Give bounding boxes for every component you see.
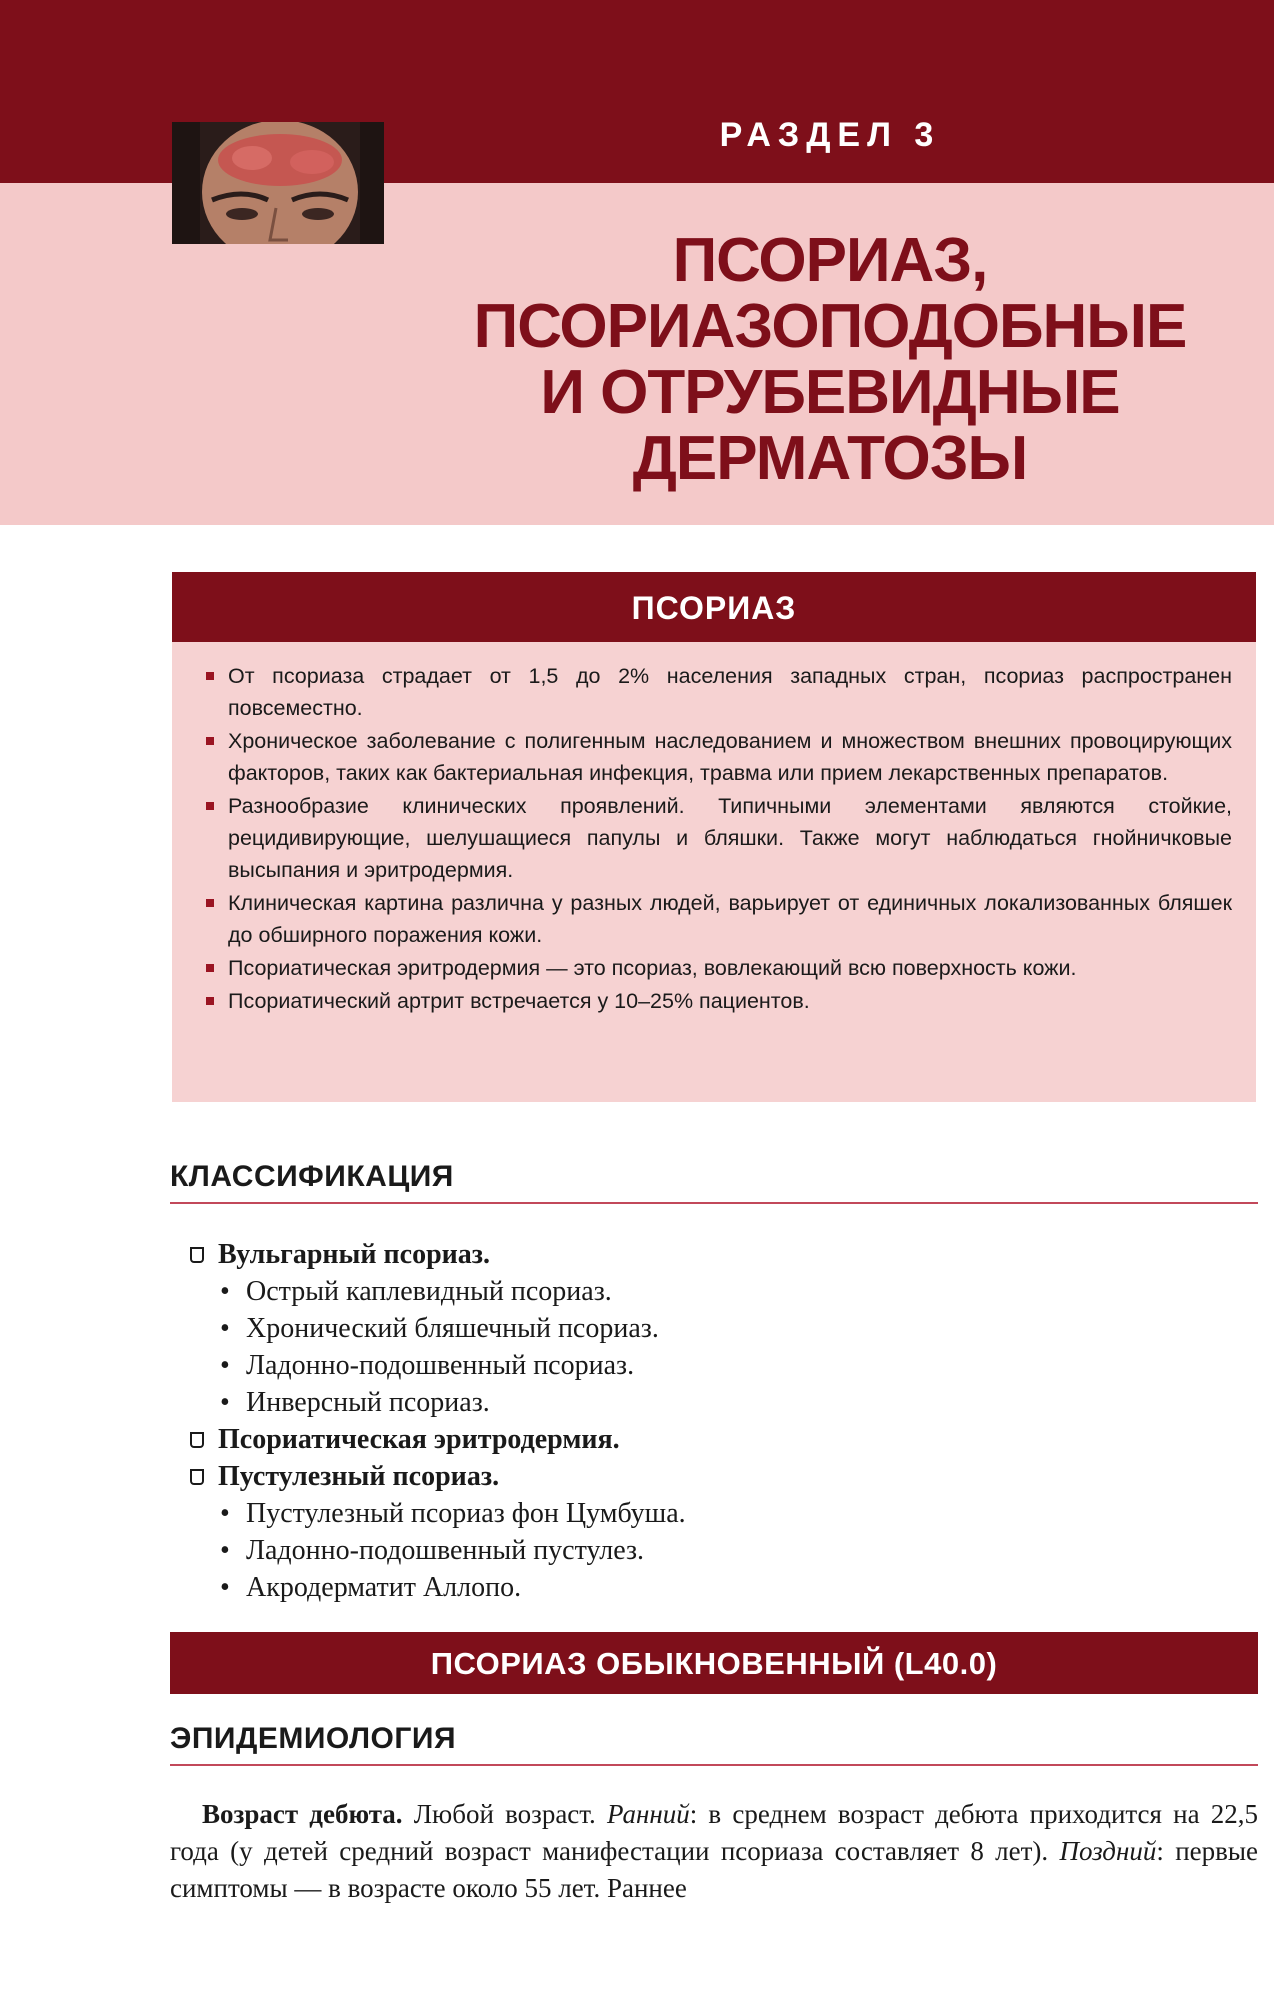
classification-subitem-text: Ладонно-подошвенный пустулез. (246, 1535, 645, 1566)
summary-item-text: От псориаза страдает от 1,5 до 2% населения западных стран, псориаз распространен повсеместно. (228, 664, 1232, 720)
late-label: Поздний (1059, 1836, 1157, 1866)
summary-box (172, 572, 1256, 1102)
epi-text-early: : в среднем возраст дебюта приходится на 22,5 года (у детей средний возраст манифестации псориаза составляет 8 лет). (170, 1799, 1258, 1866)
bullet-icon (206, 964, 214, 972)
classification-subitem-text: Ладонно-подошвенный псориаз. (246, 1350, 635, 1381)
bullet-icon (206, 899, 214, 907)
bullet-icon (206, 997, 214, 1005)
patient-photo (172, 122, 384, 244)
bullet-icon (206, 802, 214, 810)
classification-subitem (190, 1347, 1190, 1384)
bullet-icon: • (220, 1313, 230, 1344)
summary-item (206, 790, 1232, 886)
epidemiology-heading: ЭПИДЕМИОЛОГИЯ (170, 1722, 1258, 1766)
bullet-icon: • (220, 1350, 230, 1381)
early-label: Ранний (606, 1799, 690, 1829)
classification-group (190, 1458, 1190, 1495)
summary-item-text: Клиническая картина различна у разных людей, варьирует от единичных локализованных бляшек до обширного поражения кожи. (228, 891, 1232, 947)
summary-item (206, 725, 1232, 789)
onset-label: Возраст дебюта. (202, 1799, 403, 1829)
epi-text-any: Любой возраст. (402, 1799, 607, 1829)
summary-item-text: Хроническое заболевание с полигенным наследованием и множеством внешних провоцирующих факторов, таких как бактериальная инфекция, травма или прием лекарственных препаратов. (228, 729, 1232, 785)
bullet-icon: • (220, 1276, 230, 1307)
classification-group-title: Псориатическая эритродермия. (218, 1424, 620, 1455)
epidemiology-paragraph (170, 1796, 1258, 1907)
chapter-title-line: ПСОРИАЗ, (672, 226, 988, 295)
summary-item-text: Разнообразие клинических проявлений. Типичными элементами являются стойкие, рецидивирующие, шелушащиеся папулы и бляшки. Также могут наблюдаться гнойничковые высыпания и эритродермия. (228, 794, 1232, 882)
classification-subitem-text: Острый каплевидный псориаз. (246, 1276, 612, 1307)
classification-group (190, 1236, 1190, 1273)
checkbox-icon (190, 1469, 204, 1485)
section-label: РАЗДЕЛ 3 (719, 116, 941, 154)
summary-item-text: Псориатическая эритродермия — это псориаз, вовлекающий всю поверхность кожи. (228, 956, 1077, 980)
bullet-icon: • (220, 1498, 230, 1529)
subsection-title: ПСОРИАЗ ОБЫКНОВЕННЫЙ (L40.0) (170, 1632, 1258, 1694)
classification-subitem-text: Инверсный псориаз. (246, 1387, 490, 1418)
summary-heading: ПСОРИАЗ (172, 572, 1256, 642)
classification-subitem (190, 1384, 1190, 1421)
classification-subitem-text: Акродерматит Аллопо. (246, 1572, 522, 1603)
classification-group-title: Вульгарный псориаз. (218, 1239, 491, 1270)
summary-item-text: Псориатический артрит встречается у 10–25% пациентов. (228, 989, 810, 1013)
summary-list (172, 642, 1256, 1017)
classification-heading: КЛАССИФИКАЦИЯ (170, 1160, 1258, 1204)
chapter-title-line: ДЕРМАТОЗЫ (632, 424, 1028, 493)
classification-subitem-text: Хронический бляшечный псориаз. (246, 1313, 659, 1344)
chapter-title-line: И ОТРУБЕВИДНЫЕ (540, 358, 1120, 427)
epi-text-late: : первые симптомы — в возрасте около 55 лет. Раннее (170, 1836, 1258, 1903)
summary-item (206, 660, 1232, 724)
bullet-icon: • (220, 1387, 230, 1418)
classification-group (190, 1421, 1190, 1458)
summary-item (206, 887, 1232, 951)
classification-subitem (190, 1569, 1190, 1606)
classification-subitem (190, 1532, 1190, 1569)
chapter-title-line: ПСОРИАЗОПОДОБНЫЕ (473, 292, 1187, 361)
classification-subitem (190, 1310, 1190, 1347)
classification-subitem (190, 1495, 1190, 1532)
classification-group-title: Пустулезный псориаз. (218, 1461, 500, 1492)
chapter-title (420, 228, 1240, 492)
checkbox-icon (190, 1432, 204, 1448)
summary-item (206, 985, 1232, 1017)
classification-subitem (190, 1273, 1190, 1310)
bullet-icon: • (220, 1572, 230, 1603)
classification-subitem-text: Пустулезный псориаз фон Цумбуша. (246, 1498, 686, 1529)
bullet-icon: • (220, 1535, 230, 1566)
bullet-icon (206, 672, 214, 680)
checkbox-icon (190, 1247, 204, 1263)
bullet-icon (206, 737, 214, 745)
summary-item (206, 952, 1232, 984)
classification-list (190, 1236, 1190, 1606)
